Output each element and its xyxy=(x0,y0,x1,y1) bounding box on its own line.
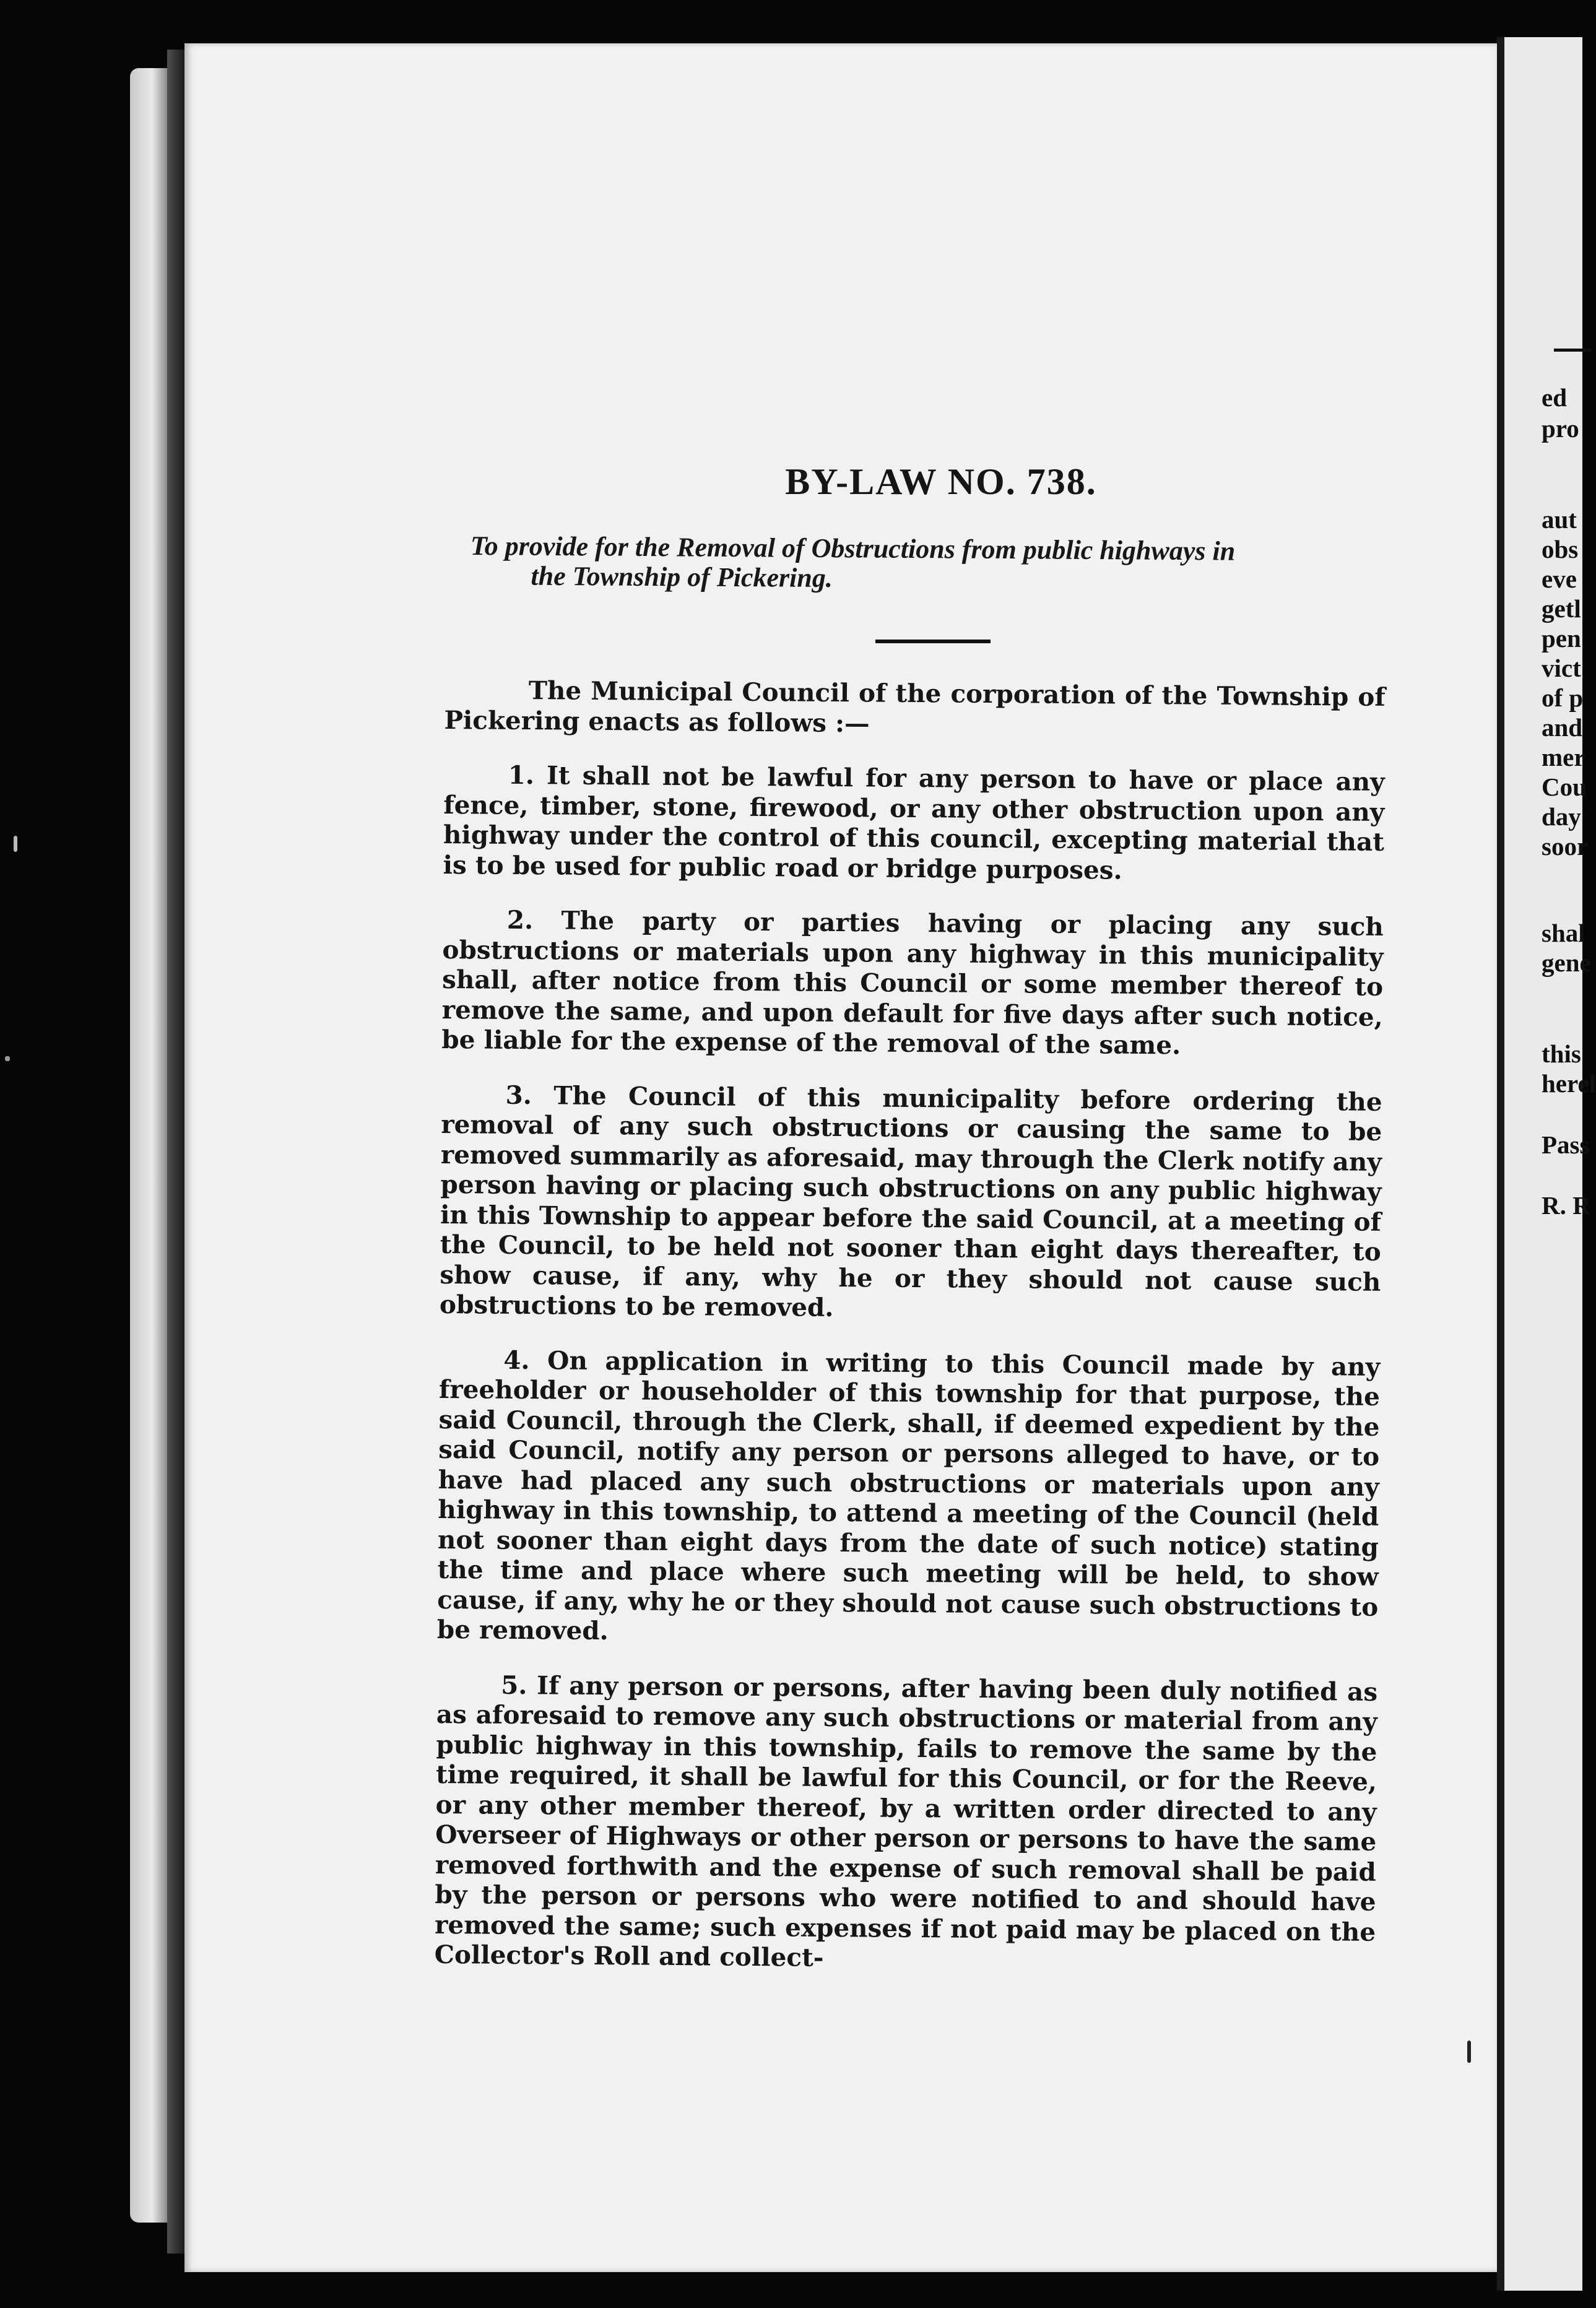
facing-text-fragment: day xyxy=(1542,802,1581,831)
subtitle-line-1: To provide for the Removal of Obstructions from public highways in xyxy=(470,531,1236,566)
book-binding xyxy=(1497,37,1504,2291)
facing-text-fragment: getl xyxy=(1542,594,1581,623)
section-4: 4. On application in writing to this Council made by any freeholder or householder of this township for that purpose, the said Council, through the Clerk, shall, if deemed expedient by the said Council, notify any person or persons alleged to have, or to have had placed any such obstructions or materials upon any highway in this township, to attend a meeting of the Council (held not sooner than eight days from the date of such notice) stating the time and place where such meeting will be held, to show cause, if any, why he or they should not cause such obstructions to be removed. xyxy=(436,1345,1381,1646)
facing-text-fragment: Cou xyxy=(1542,773,1587,801)
facing-text-fragment: eve xyxy=(1542,565,1577,593)
facing-text-fragment: gene xyxy=(1542,948,1591,977)
subtitle-line-2: the Township of Pickering. xyxy=(531,560,833,594)
facing-text-fragment: this xyxy=(1542,1039,1581,1068)
facing-text-fragment: of p xyxy=(1542,683,1584,712)
facing-text-fragment: shal xyxy=(1542,919,1585,947)
facing-text-fragment: ed xyxy=(1542,383,1567,412)
page-stack-edge xyxy=(130,68,167,2223)
facing-text-fragment: soor xyxy=(1542,832,1589,861)
bylaw-subtitle xyxy=(470,531,1405,597)
facing-text-fragment: herel xyxy=(1542,1069,1596,1098)
facing-page-fragment xyxy=(1504,37,1596,2291)
facing-text-fragment: and xyxy=(1542,713,1583,742)
facing-text-fragment: aut xyxy=(1542,505,1577,534)
facing-text-fragment: R. R xyxy=(1542,1191,1591,1220)
section-2: 2. The party or parties having or placing any such obstructions or materials upon any highway in this municipality shall, after notice from this Council or some member thereof to remove the same, and upon default for five days after such notice, be liable for the expense of the removal of the same. xyxy=(441,905,1384,1061)
facing-text-fragment: vict xyxy=(1542,654,1581,682)
page-gutter-shadow xyxy=(167,50,184,2254)
facing-text-fragment: mer xyxy=(1542,743,1585,771)
facing-page-rule xyxy=(1554,349,1591,352)
page-speck xyxy=(14,836,17,852)
facing-text-fragment: pro xyxy=(1542,414,1579,443)
facing-text-fragment: Pass xyxy=(1542,1130,1590,1159)
facing-text-fragment: pen xyxy=(1542,624,1581,653)
section-1: 1. It shall not be lawful for any person to have or place any fence, timber, stone, firewood, or any other obstruction upon any highway under the control of this council, excepting material that is to be used for public road or bridge purposes. xyxy=(443,760,1385,885)
page-speck xyxy=(5,1056,10,1061)
title-divider-rule xyxy=(875,640,991,643)
enacting-clause: The Municipal Council of the corporation of the Township of Pickering enacts as follows :— xyxy=(444,675,1386,738)
page-speck xyxy=(1467,2041,1471,2063)
section-3: 3. The Council of this municipality before ordering the removal of any such obstructions or causing the same to be removed summarily as aforesaid, may through the Clerk notify any person having or placing such obstructions on any public highway in this Township to appear before the said Council, at a meeting of the Council, to be held not sooner than eight days thereafter, to show cause, if any, why he or they should not cause such obstructions to be removed. xyxy=(439,1080,1382,1322)
bylaw-body xyxy=(435,675,1386,1977)
bylaw-title: BY-LAW NO. 738. xyxy=(785,461,1097,502)
facing-text-fragment: obs xyxy=(1542,535,1579,563)
section-5: 5. If any person or persons, after having been duly notified as as aforesaid to remove any such obstructions or material from any public highway in this township, fails to remove the same by the time required, it shall be lawful for this Council, or for the Reeve, or any other member thereof, by a written order directed to any Overseer of Highways or other person or persons to have the same removed forthwith and the expense of such removal shall be paid by the person or persons who were notified to and should have removed the same; such expenses if not paid may be placed on the Collector's Roll and collect- xyxy=(434,1670,1378,1972)
